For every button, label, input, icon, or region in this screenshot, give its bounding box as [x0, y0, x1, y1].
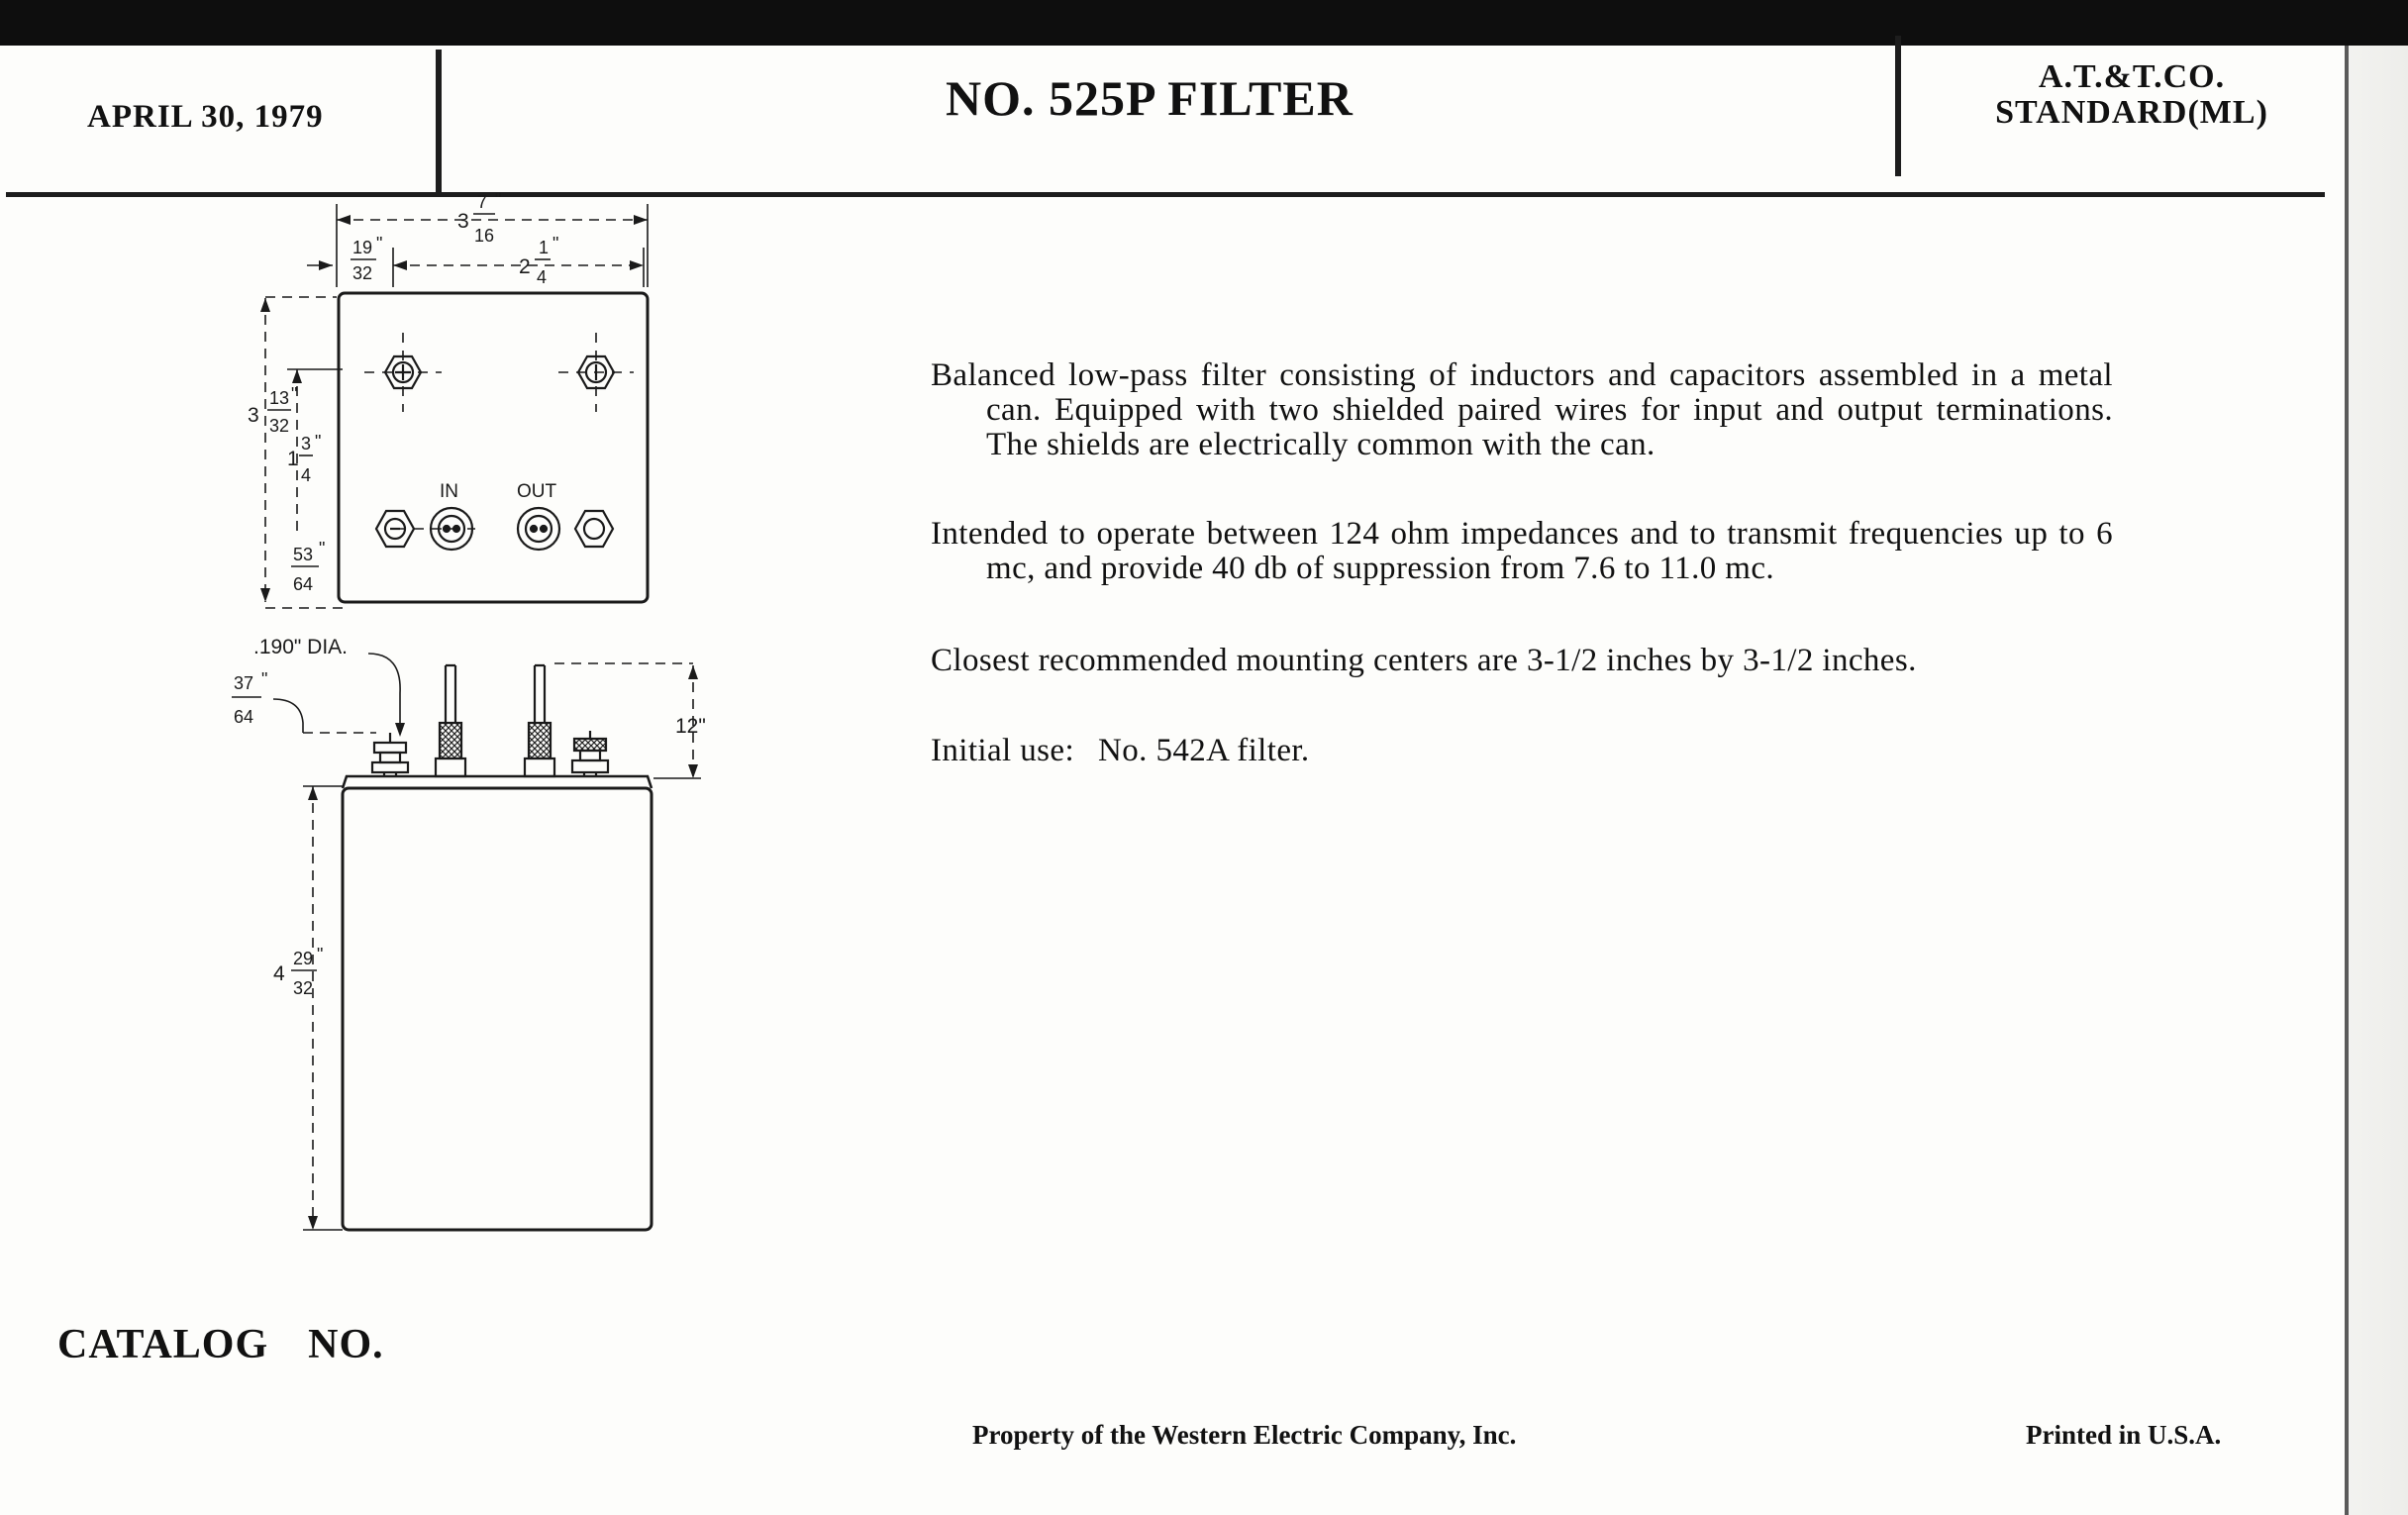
dim-width-right-inch: ": [552, 234, 559, 253]
dim-stud-height-den: 64: [234, 707, 254, 727]
dim-width-right-num: 1: [539, 238, 550, 257]
dim-can-height-inch: ": [317, 945, 324, 964]
catalog-no-label: NO.: [308, 1322, 384, 1367]
top-view-body: [339, 293, 648, 602]
description-paragraph-1: Balanced low-pass filter consisting of inductors and capacitors assembled in a metal can. Equipped with two shielded paired wires for input and output terminations. The shields are electrically common with the can.: [931, 357, 2113, 462]
dim-can-height-whole: 4: [273, 962, 285, 985]
dim-can-height-den: 32: [293, 978, 314, 998]
catalog-label: CATALOG: [57, 1322, 269, 1367]
page-title: NO. 525P FILTER: [946, 70, 1354, 126]
dim-height-total-den: 32: [269, 416, 290, 436]
footer-printed: Printed in U.S.A.: [2026, 1420, 2222, 1450]
label-out: OUT: [517, 481, 557, 502]
catalog-number-label: [57, 1321, 384, 1368]
dim-height-total-whole: 3: [248, 404, 259, 427]
footer-property: Property of the Western Electric Company, Inc.: [972, 1420, 1517, 1450]
label-in: IN: [440, 481, 458, 502]
dim-width-right-den: 4: [537, 267, 548, 287]
side-lead-in: [436, 665, 465, 776]
initial-use-value: No. 542A filter.: [1098, 733, 1310, 768]
dim-width-total-num: 7: [477, 192, 488, 212]
header-date: APRIL 30, 1979: [87, 99, 324, 135]
side-stud-left: [372, 733, 408, 776]
side-view-can: [343, 788, 652, 1230]
dim-height-mid-num: 3: [301, 434, 312, 454]
standard-line2: STANDARD(ML): [1995, 94, 2268, 131]
dim-height-bottom-den: 64: [293, 574, 314, 594]
side-lead-out: [525, 665, 554, 776]
description-paragraph-2: Intended to operate between 124 ohm impedances and to transmit frequencies up to 6 mc, and provide 40 db of suppression from 7.6 to 11.0 mc.: [931, 516, 2113, 586]
dim-can-height-num: 29: [293, 949, 314, 968]
dim-lead-length: 12": [675, 715, 706, 738]
dim-width-left-num: 19: [352, 238, 373, 257]
dim-hole-dia: .190" DIA.: [253, 636, 349, 658]
dim-width-left-den: 32: [352, 263, 373, 283]
dim-height-total-inch: ": [291, 384, 298, 404]
stud-bottom-left: [376, 511, 414, 547]
stud-bottom-right: [575, 511, 613, 547]
description-paragraph-3: Closest recommended mounting centers are 3-1/2 inches by 3-1/2 inches.: [931, 643, 1917, 678]
dim-height-total-num: 13: [269, 388, 290, 408]
side-stud-right: [572, 731, 608, 776]
connector-out: [518, 508, 559, 550]
dim-width-total-den: 16: [474, 226, 495, 246]
dim-height-bottom-inch: ": [319, 539, 326, 558]
dim-width-total-whole: 3: [457, 210, 469, 233]
dim-width-right-whole: 2: [519, 255, 531, 278]
dim-width-total-inch: ": [495, 190, 502, 210]
dim-stud-height-inch: ": [261, 669, 268, 689]
dim-height-mid-inch: ": [315, 432, 322, 452]
dim-height-mid-den: 4: [301, 465, 312, 485]
dim-height-bottom-num: 53: [293, 545, 314, 564]
dim-width-left-inch: ": [376, 234, 383, 253]
dim-height-mid-whole: 1: [287, 448, 299, 470]
dim-stud-height-num: 37: [234, 673, 254, 693]
standard-line1: A.T.&T.CO.: [2038, 58, 2226, 95]
initial-use-label: Initial use:: [931, 733, 1075, 768]
